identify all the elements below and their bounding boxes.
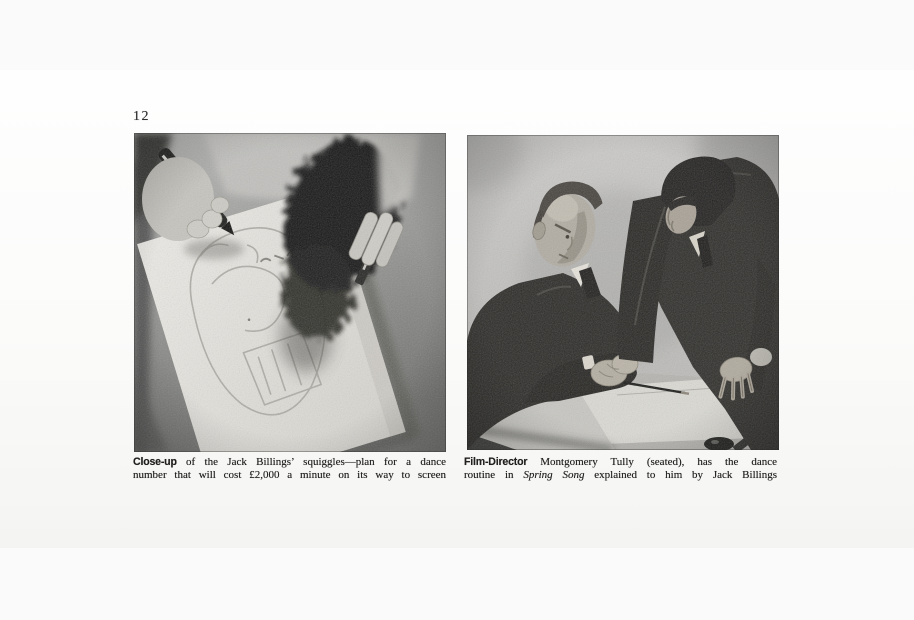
photo-right-tully-billings	[467, 135, 779, 450]
photo-left-squiggles-sketch	[134, 133, 446, 452]
scanned-magazine-page	[0, 70, 914, 548]
caption-right	[464, 456, 777, 481]
caption-right-line2-pre: routine in	[464, 468, 514, 481]
caption-right-line1-text: Montgomery Tully (seated), has the dance	[540, 456, 778, 468]
caption-left-lead: Close-up	[133, 456, 177, 468]
page-number: 12	[133, 109, 150, 124]
caption-left-line1-text: of the Jack Billings’ squiggles—plan for a dance	[186, 456, 447, 468]
caption-right-film-title: Spring Song	[523, 468, 585, 481]
caption-right-lead: Film-Director	[464, 456, 528, 468]
caption-left	[133, 456, 446, 481]
photo-right-canvas	[467, 135, 779, 450]
caption-right-line2	[464, 469, 777, 482]
caption-left-line2: number that will cost £2,000 a minute on its way to screen	[133, 468, 446, 481]
photo-left-canvas	[134, 133, 446, 452]
caption-right-line1	[464, 456, 777, 469]
caption-left-line1	[133, 456, 446, 469]
caption-right-line2-post: explained to him by Jack Billings	[594, 468, 778, 481]
